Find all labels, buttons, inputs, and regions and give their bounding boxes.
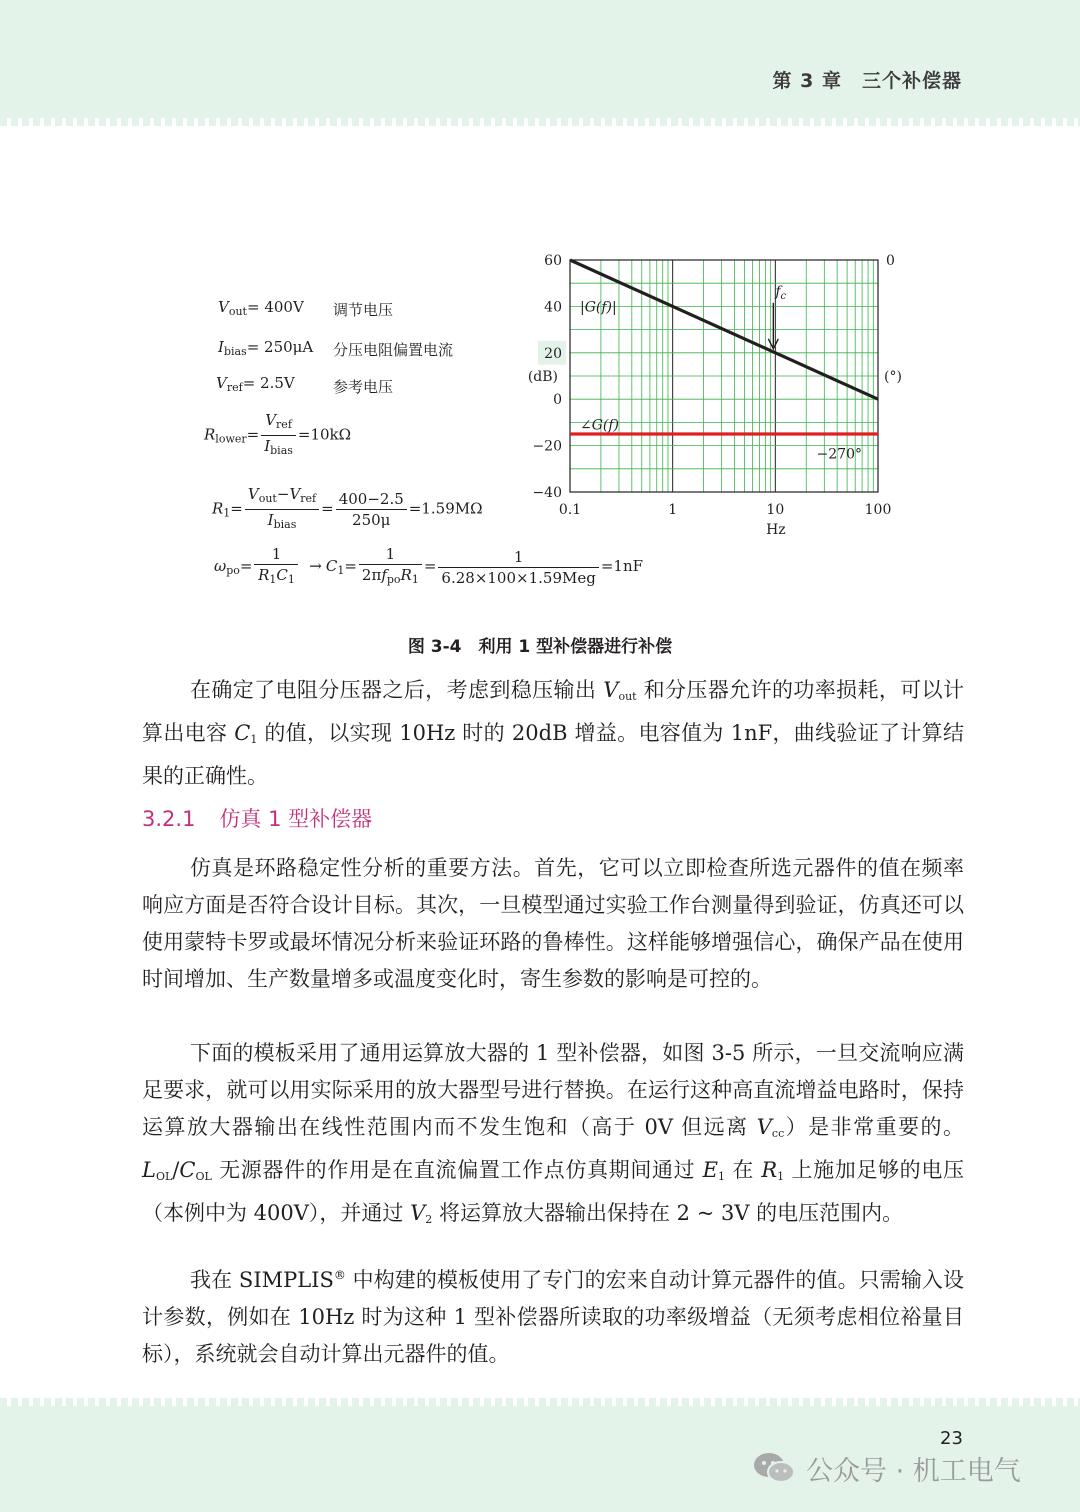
phase-label: ∠G(f)	[580, 417, 620, 434]
formula-r1: $R_1=$ $\frac{V_{out}-V_{ref}}{I_{bias}}$ = $\frac{400-2.5}{250\mu}$ =1.59MΩ	[212, 484, 483, 535]
formula-vref-desc: 参考电压	[333, 378, 394, 396]
y-tick-label: 40	[544, 299, 562, 316]
formula-vref: $V_{ref}= 2.5V$	[216, 374, 295, 394]
y-tick-label: 60	[544, 253, 562, 269]
formula-vout-desc: 调节电压	[333, 301, 394, 319]
formula-omega: $\omega_{po}=$ $\frac{1}{R_1C_1}$ → $C_1=$ $\frac{1}{2\pi f_{po}R_1}$ = $\frac{1}{\text{6.28×100×1.59Meg}}$ =1nF	[214, 544, 643, 590]
formula-ibias: $I_{bias}= 250\mu A$	[218, 338, 314, 358]
x-axis-label: Hz	[766, 522, 786, 538]
paragraph-3: 下面的模板采用了通用运算放大器的 1 型补偿器，如图 3-5 所示，一旦交流响应满足要求，就可以用实际采用的放大器型号进行替换。在运行这种高直流增益电路时，保持运算放大器输出在线性范围内而不发生饱和（高于 0V 但远离 $V_{cc}$）是非常重要的。$L_{OL}/C_{OL}$ 无源器件的作用是在直流偏置工作点仿真期间通过 $E_1$ 在 $R_1$ 上施加足够的电压（本例中为 400V），并通过 $V_2$ 将运算放大器输出保持在 2 ~ 3V 的电压范围内。	[142, 1041, 964, 1226]
right-tick-label: 0	[886, 253, 895, 269]
bode-chart	[520, 248, 920, 548]
fraction: $\frac{V_{ref}}{I_{bias}}$	[261, 410, 296, 461]
x-tick-label: 100	[864, 502, 892, 518]
fraction: $\frac{1}{\text{6.28×100×1.59Meg}}$	[438, 547, 598, 588]
formula-rlower: $R_{lower}=$ $\frac{V_{ref}}{I_{bias}}$ =10kΩ	[204, 410, 351, 461]
paragraph-4: 我在 SIMPLIS® 中构建的模板使用了专门的宏来自动计算元器件的值。只需输入设计参数，例如在 10Hz 时为这种 1 型补偿器所读取的功率级增益（无须考虑相位裕量目标），系统就会自动计算出元器件的值。	[142, 1268, 964, 1366]
header-band	[0, 0, 1080, 122]
fc-label: $f_c$	[775, 283, 787, 302]
x-tick-label: 1	[668, 502, 678, 518]
fraction: $\frac{V_{out}-V_{ref}}{I_{bias}}$	[245, 484, 319, 535]
wechat-icon	[752, 1450, 796, 1486]
y-tick-label: −20	[532, 438, 562, 455]
x-tick-label: 10	[766, 502, 785, 518]
right-axis-label: (°)	[884, 369, 902, 385]
y-tick-label: 0	[553, 392, 562, 409]
chapter-title: 第 3 章 三个补偿器	[772, 70, 962, 92]
y-tick-label: −40	[532, 485, 562, 501]
figure-caption: 图 3-4 利用 1 型补偿器进行补偿	[407, 637, 673, 657]
x-tick-label: 0.1	[558, 502, 582, 518]
fraction: $\frac{400-2.5}{250\mu}$	[336, 489, 407, 530]
paragraph-1: 在确定了电阻分压器之后，考虑到稳压输出 $V_{out}$ 和分压器允许的功率损耗，可以计算出电容 $C_1$ 的值，以实现 10Hz 时的 20dB 增益。电容值为 1nF，曲线验证了计算结果的正确性。	[142, 678, 964, 788]
y-axis-label: (dB)	[527, 369, 558, 385]
watermark: 公众号 · 机工电气	[752, 1446, 1021, 1490]
paragraph-2: 仿真是环路稳定性分析的重要方法。首先，它可以立即检查所选元器件的值在频率响应方面是否符合设计目标。其次，一旦模型通过实验工作台测量得到验证，仿真还可以使用蒙特卡罗或最坏情况分析来验证环路的鲁棒性。这样能够增强信心，确保产品在使用时间增加、生产数量增多或温度变化时，寄生参数的影响是可控的。	[142, 856, 964, 991]
phase-value-label: −270°	[816, 446, 862, 463]
section-heading: 3.2.1 仿真 1 型补偿器	[142, 807, 373, 831]
formula-vout: $V_{out}= 400V$	[218, 298, 304, 318]
formula-ibias-desc: 分压电阻偏置电流	[333, 341, 454, 359]
magnitude-label: |G(f)|	[580, 299, 617, 316]
page-number: 23	[940, 1428, 963, 1449]
y-tick-label: 20	[544, 345, 562, 362]
fraction: $\frac{1}{R_1C_1}$	[254, 544, 298, 590]
fraction: $\frac{1}{2\pi f_{po}R_1}$	[359, 544, 422, 590]
